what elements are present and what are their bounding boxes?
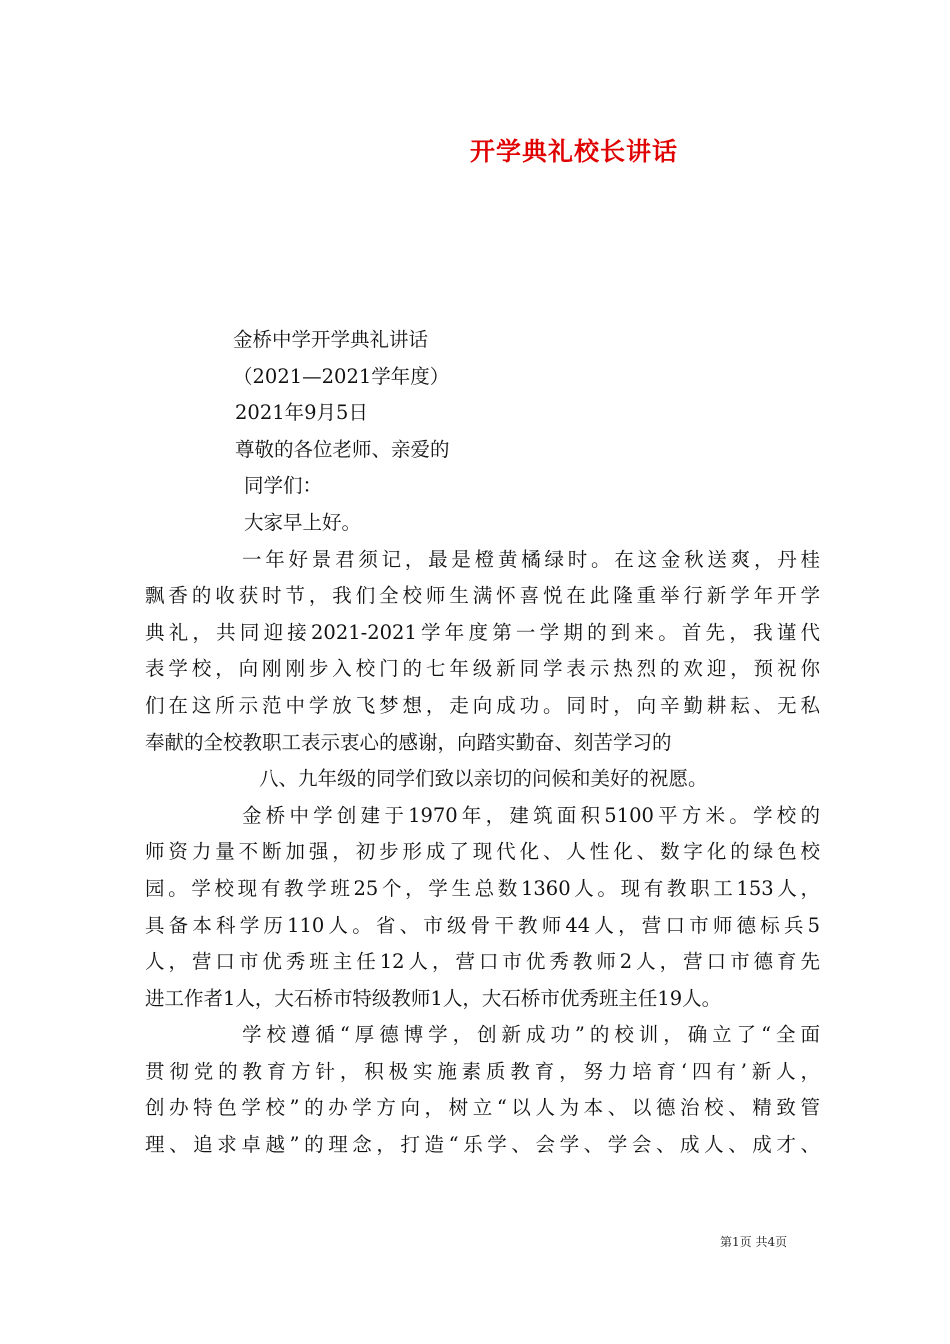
paragraph-1-line: 典礼，共同迎接2021-2021学年度第一学期的到来。首先，我谨代	[145, 620, 820, 644]
paragraph-3-line: 学校遵循“厚德博学，创新成功”的校训，确立了“全面	[242, 1023, 820, 1047]
salutation-line-2: 同学们：	[244, 474, 323, 498]
paragraph-2-line: 师资力量不断加强，初步形成了现代化、人性化、数字化的绿色校	[145, 840, 820, 864]
salutation-line-1: 尊敬的各位老师、亲爱的	[235, 437, 450, 461]
paragraph-2-line: 人，营口市优秀班主任12人，营口市优秀教师2人，营口市德育先	[145, 950, 820, 974]
school-year-line: （2021—2021学年度）	[233, 364, 450, 388]
paragraph-1-line: 飘香的收获时节，我们全校师生满怀喜悦在此隆重举行新学年开学	[145, 584, 820, 608]
paragraph-1-line: 奉献的全校教职工表示衷心的感谢，向踏实勤奋、刻苦学习的	[145, 730, 672, 754]
paragraph-3-line: 理、追求卓越”的理念，打造“乐学、会学、学会、成人、成才、	[145, 1133, 820, 1157]
school-title-line: 金桥中学开学典礼讲话	[233, 328, 429, 351]
page-number-footer: 第1页 共4页	[720, 1235, 788, 1249]
paragraph-1-line: 们在这所示范中学放飞梦想，走向成功。同时，向辛勤耕耘、无私	[145, 693, 820, 717]
paragraph-3-line: 贯彻党的教育方针，积极实施素质教育，努力培育‘四有’新人，	[145, 1059, 820, 1083]
paragraph-3-line: 创办特色学校”的办学方向，树立“以人为本、以德治校、精致管	[145, 1096, 820, 1120]
greeting-line: 大家早上好。	[244, 510, 362, 534]
document-title: 开学典礼校长讲话	[470, 137, 679, 166]
paragraph-1-line: 表学校，向刚刚步入校门的七年级新同学表示热烈的欢迎，预祝你	[145, 657, 820, 681]
document-body	[145, 322, 820, 1164]
paragraph-2-line: 具备本科学历110人。省、市级骨干教师44人，营口市师德标兵5	[145, 913, 820, 937]
paragraph-1-tail: 八、九年级的同学们致以亲切的问候和美好的祝愿。	[259, 767, 708, 791]
paragraph-2-line: 金桥中学创建于1970年，建筑面积5100平方米。学校的	[242, 803, 820, 827]
date-line: 2021年9月5日	[235, 401, 368, 425]
paragraph-2-line: 进工作者1人，大石桥市特级教师1人，大石桥市优秀班主任19人。	[145, 986, 722, 1010]
paragraph-1-line: 一年好景君须记，最是橙黄橘绿时。在这金秋送爽，丹桂	[242, 547, 820, 571]
paragraph-2-line: 园。学校现有教学班25个，学生总数1360人。现有教职工153人，	[145, 876, 820, 900]
